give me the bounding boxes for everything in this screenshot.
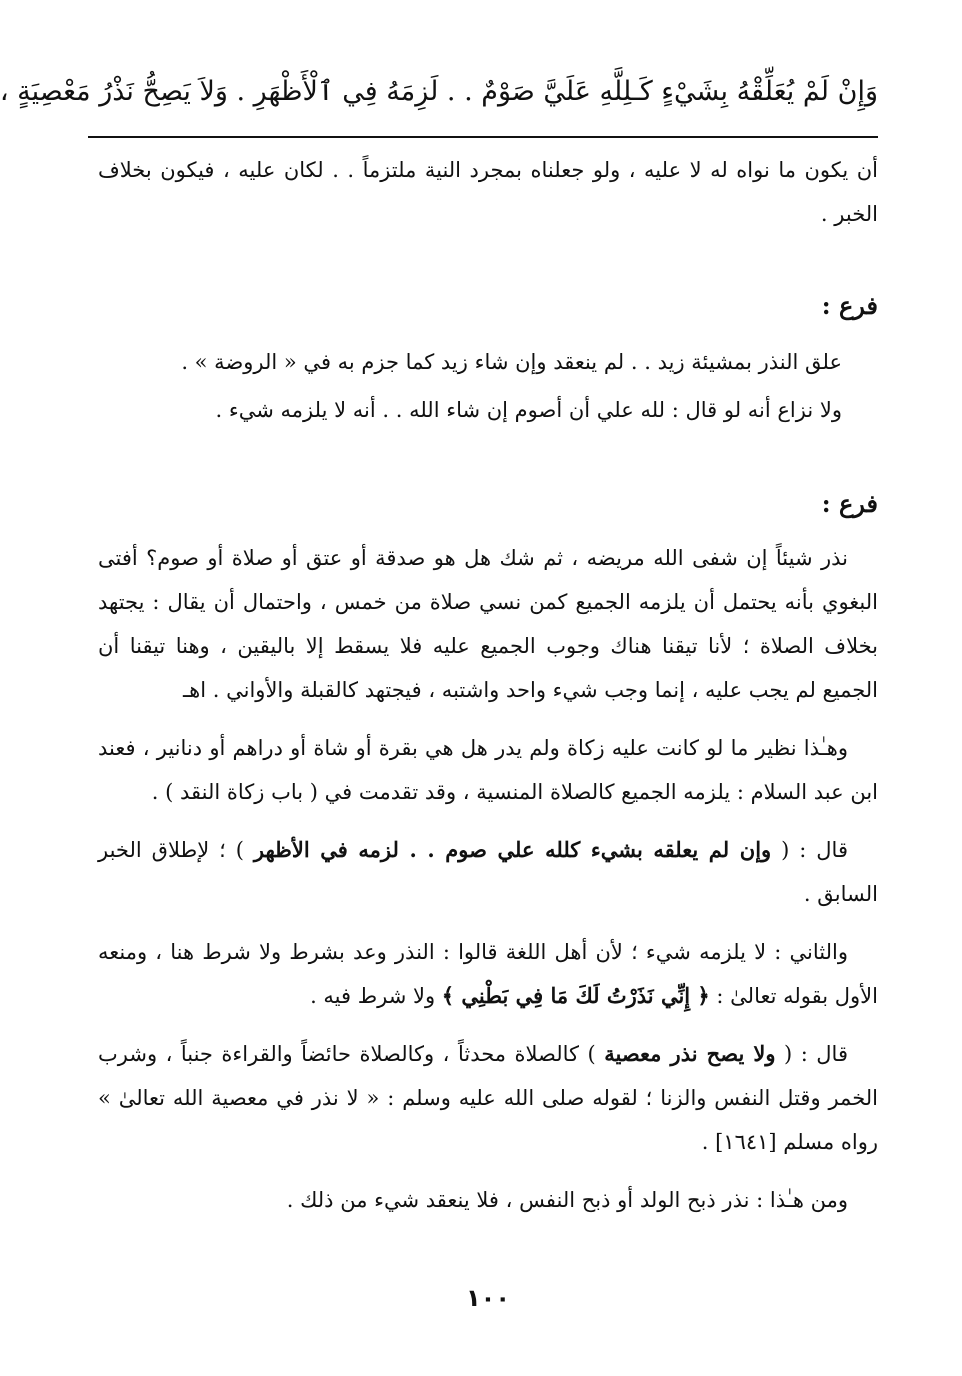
qal-paragraph-2 bbox=[98, 1032, 878, 1164]
far-heading-1: فرع : bbox=[821, 291, 878, 320]
qal1-suffix: ) ؛ لإطلاق الخبر السابق . bbox=[98, 838, 878, 906]
far2-paragraph: نذر شيئاً إن شفى الله مريضه ، ثم شك هل هو صدقة أو عتق أو صلاة أو صوم؟ أفتى البغوي بأنه يحتمل أن يلزمه الجميع كمن نسي صلاة من خمس ، واحتمال أن يقال : يجتهد بخلاف الصلاة ؛ لأنا تيقنا هناك وجوب الجميع عليه فلا يسقط إلا باليقين ، وهنا تيقنا أن الجميع لم يجب عليه ، إنما وجب شيء واحد واشتبه ، فيجتهد كالقبلة والأواني . اهـ bbox=[98, 546, 878, 702]
thani-paragraph bbox=[98, 930, 878, 1018]
thani-suffix: ولا شرط فيه . bbox=[310, 984, 442, 1008]
quran-verse: ﴿ إِنِّي نَذَرْتُ لَكَ مَا فِي بَطْنِي ﴾ bbox=[441, 983, 710, 1008]
intro-paragraph: أن يكون ما نواه له لا عليه ، ولو جعلناه بمجرد النية ملتزماً . . لكان عليه ، فيكون بخلاف الخبر . bbox=[98, 158, 878, 226]
qal2-prefix: قال : ( bbox=[775, 1042, 848, 1066]
qal2-quoted-text: ولا يصح نذر معصية bbox=[604, 1041, 776, 1066]
thani-prefix: والثاني : لا يلزمه شيء ؛ لأن أهل اللغة قالوا : النذر وعد بشرط ولا شرط هنا ، ومنعه الأول بقوله تعالىٰ : bbox=[98, 940, 878, 1008]
qal2-suffix: ) كالصلاة محدثاً ، وكالصلاة حائضاً والقراءة جنباً ، وشرب الخمر وقتل النفس والزنا ؛ لقوله صلى الله عليه وسلم : « لا نذر في معصية الله تعالىٰ » رواه مسلم [١٦٤١] . bbox=[98, 1042, 878, 1154]
qal-paragraph-1 bbox=[98, 828, 878, 916]
page-number: ١٠٠ bbox=[466, 1284, 510, 1312]
nazir-paragraph: وهـٰذا نظير ما لو كانت عليه زكاة ولم يدر هل هي بقرة أو شاة أو دراهم أو دنانير ، فعند ابن عبد السلام : يلزمه الجميع كالصلاة المنسية ، وقد تقدمت في ( باب زكاة النقد ) . bbox=[98, 736, 878, 804]
matn-line: وَإِنْ لَمْ يُعَلِّقْهُ بِشَيْءٍ كَـلِلَّهِ عَلَيَّ صَوْمٌ . . لَزِمَهُ فِي ٱلْأَظْهَرِ . وَلاَ يَصِحُّ نَذْرُ مَعْصِيَةٍ ، bbox=[0, 76, 878, 107]
far-heading-2: فرع : bbox=[821, 489, 878, 518]
far1-line-1: علق النذر بمشيئة زيد . . لم ينعقد وإن شاء زيد كما جزم به في « الروضة » . bbox=[181, 350, 842, 374]
qal1-prefix: قال : ( bbox=[771, 838, 848, 862]
final-paragraph: ومن هـٰذا : نذر ذبح الولد أو ذبح النفس ، فلا ينعقد شيء من ذلك . bbox=[286, 1188, 848, 1212]
page-content bbox=[0, 66, 878, 1232]
separator-rule bbox=[88, 136, 878, 138]
qal1-quoted-text: وإن لم يعلقه بشيء كلله علي صوم . . لزمه في الأظهر bbox=[253, 837, 772, 862]
far1-line-2: ولا نزاع أنه لو قال : لله علي أن أصوم إن شاء الله . . أنه لا يلزمه شيء . bbox=[215, 398, 842, 422]
